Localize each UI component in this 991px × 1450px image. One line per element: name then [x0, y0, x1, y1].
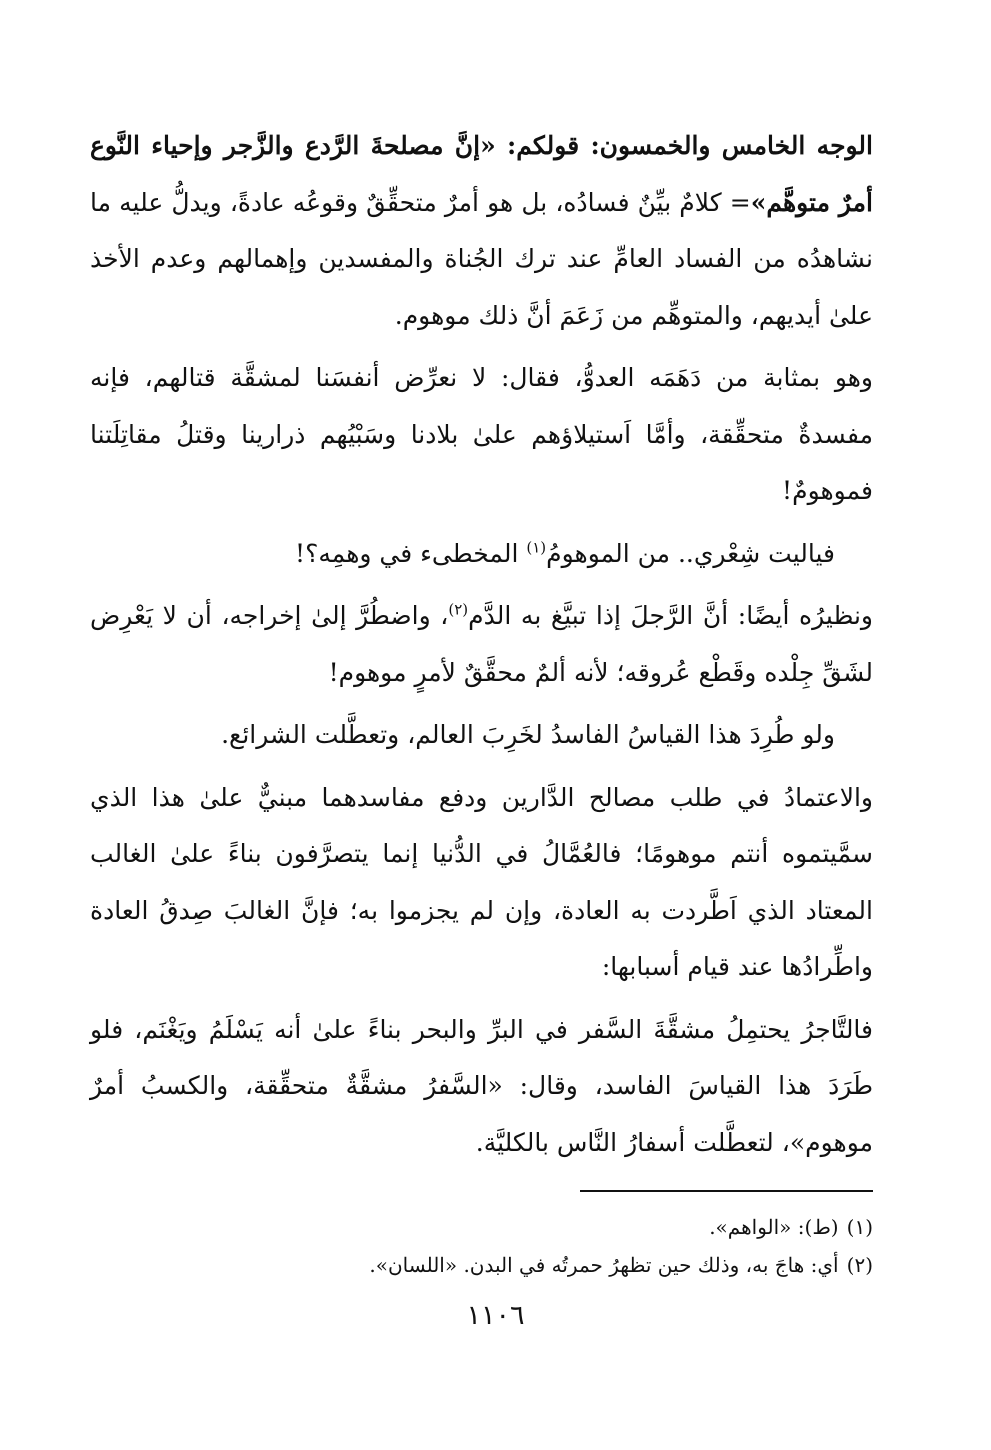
- page-number: ١١٠٦: [466, 1300, 525, 1331]
- paragraph-3-start: فياليت شِعْري.. من الموهومُ: [546, 538, 835, 568]
- footnote-ref-1[interactable]: (١): [526, 538, 547, 557]
- footnote-number: (٢): [846, 1253, 873, 1277]
- paragraph-1-lead: الوجه الخامس والخمسون: قولكم: «إنَّ مصلحةَ الرَّدع والزَّجر وإحياء النَّوع أمرٌ متوهَّم»: [90, 131, 873, 217]
- paragraph-5: ولو طُرِدَ هذا القياسُ الفاسدُ لخَرِبَ العالم، وتعطَّلت الشرائع.: [221, 720, 835, 749]
- footnote-number: (١): [846, 1215, 873, 1239]
- paragraph-1: [90, 118, 873, 344]
- paragraph-3-end: المخطىء في وهمِه؟!: [295, 538, 527, 568]
- paragraph-7: فالتَّاجرُ يحتمِلُ مشقَّةَ السَّفر في البرِّ والبحر بناءً علىٰ أنه يَسْلَمُ ويَغْنَم، فلو طَرَدَ هذا القياسَ الفاسد، وقال: «السَّفرُ مشقَّةٌ متحقِّقة، والكسبُ أمرٌ موهوم»، لتعطَّلت أسفارُ النَّاس بالكليَّة.: [90, 1014, 873, 1157]
- paragraph-4: [90, 588, 873, 701]
- paragraph-6: والاعتمادُ في طلب مصالح الدَّارين ودفع مفاسدهما مبنيٌّ علىٰ هذا الذي سمَّيتموه أنتم موهومًا؛ فالعُمَّالُ في الدُّنيا إنما يتصرَّفون بناءً علىٰ الغالب المعتاد الذي اَطَّردت به العادة، وإن لم يجزموا به؛ فإنَّ الغالبَ صِدقُ العادة واطِّرادُها عند قيام أسبابها:: [90, 782, 873, 981]
- footnote-ref-2[interactable]: (٢): [448, 600, 469, 619]
- paragraph-4-end: ، واضطُرَّ إلىٰ إخراجه، أن لا يَعْرِض لشَقِّ جِلْده وقَطْع عُروقه؛ لأنه ألمٌ محقَّقٌ لأمرٍ موهوم!: [90, 601, 873, 687]
- paragraph-1-body: = كلامٌ بيِّنٌ فسادُه، بل هو أمرٌ متحقِّقٌ وقوعُه عادةً، ويدلُّ عليه ما نشاهدُه من الفساد العامِّ عند ترك الجُناة والمفسدين وإهمالهم وعدم الأخذ علىٰ أيديهم، والمتوهِّم من زَعَمَ أنَّ ذلك موهوم.: [90, 187, 873, 330]
- footnotes: [90, 1208, 873, 1284]
- footnote-1: [90, 1208, 873, 1246]
- main-text: [90, 118, 873, 1177]
- paragraph-2: وهو بمثابة من دَهَمَه العدوُّ، فقال: لا نعرِّض أنفسَنا لمشقَّة قتالهم، فإنه مفسدةٌ متحقِّقة، وأمَّا اَستيلاؤهم علىٰ بلادنا وسَبْيُهم ذرارينا وقتلُ مقاتِلَتنا فموهومٌ!: [90, 363, 873, 505]
- footnote-2: [90, 1246, 873, 1284]
- footnote-text: أي: هاجَ به، وذلك حين تظهرُ حمرتُه في البدن. «اللسان».: [369, 1253, 839, 1277]
- footnote-divider: [580, 1190, 873, 1192]
- paragraph-3: [90, 526, 873, 583]
- paragraph-4-start: ونظيرُه أيضًا: أنَّ الرَّجلَ إذا تبيَّغ به الدَّم: [468, 601, 873, 630]
- footnote-text: (ط): «الواهم».: [709, 1215, 839, 1239]
